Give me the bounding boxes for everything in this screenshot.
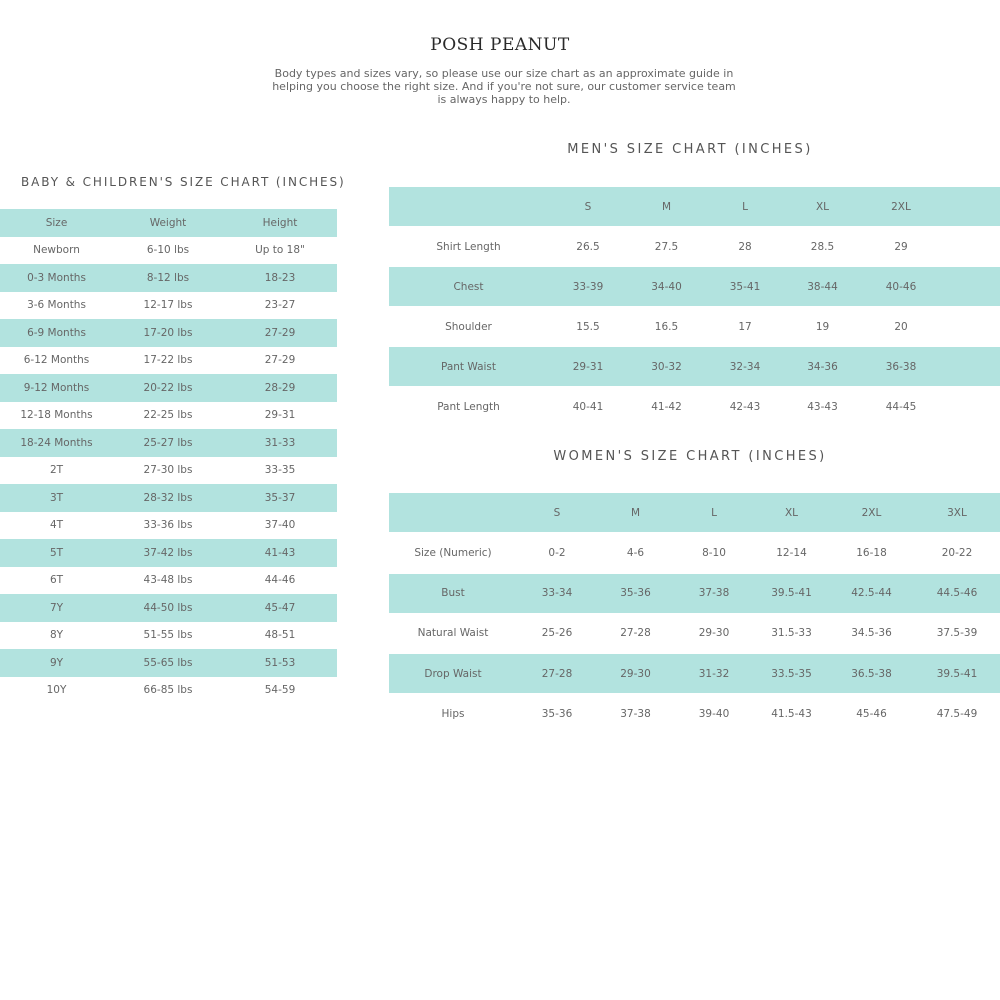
table-cell: 12-14	[776, 546, 807, 559]
table-cell: 42-43	[729, 400, 761, 413]
table-row	[0, 374, 337, 402]
table-cell: 30-32	[628, 347, 705, 386]
table-cell: 0-2	[548, 546, 566, 559]
table-cell: 33-36 lbs	[143, 519, 193, 532]
table-cell: 18-24 Months	[0, 429, 113, 457]
table-cell: L	[674, 493, 754, 532]
table-row	[0, 622, 337, 650]
table-cell: 17-22 lbs	[143, 354, 193, 367]
table-cell: 28	[738, 240, 752, 253]
table-cell: Hips	[441, 707, 465, 720]
table-cell: 27-30 lbs	[143, 464, 193, 477]
table-cell: 42.5-44	[829, 574, 914, 613]
table-cell: 27-28	[517, 654, 597, 693]
table-cell: 41-42	[651, 400, 682, 413]
table-cell: 33-35	[264, 464, 296, 477]
men-size-table	[389, 187, 1000, 427]
table-cell: 3-6 Months	[27, 299, 86, 312]
table-cell: 26.5	[576, 240, 600, 253]
table-cell: 3XL	[914, 493, 1000, 532]
table-row	[389, 267, 1000, 306]
table-cell: Pant Length	[437, 400, 500, 413]
table-cell: 36-38	[860, 347, 942, 386]
table-cell: S	[517, 493, 597, 532]
table-cell: 22-25 lbs	[143, 409, 193, 422]
table-cell: 29	[894, 240, 908, 253]
table-cell: 47.5-49	[936, 707, 978, 720]
table-row	[0, 512, 337, 540]
table-cell: 25-27 lbs	[113, 429, 223, 457]
table-cell: 66-85 lbs	[143, 684, 193, 697]
women-size-table	[389, 493, 1000, 735]
table-row	[0, 677, 337, 705]
table-header-row	[389, 493, 1000, 532]
table-row	[389, 613, 1000, 655]
table-cell: 43-43	[807, 400, 838, 413]
table-cell: 37-40	[264, 519, 296, 532]
intro-paragraph: Body types and sizes vary, so please use our size chart as an approximate guide in helping you choose the right size. And if you're not sure, our customer service team is always happy to help.	[272, 67, 736, 106]
table-cell: 39.5-41	[754, 574, 829, 613]
table-row	[0, 402, 337, 430]
table-row	[0, 457, 337, 485]
table-cell: 39.5-41	[914, 654, 1000, 693]
table-row	[0, 594, 337, 622]
table-cell	[942, 306, 1000, 347]
table-cell: 35-37	[223, 484, 337, 512]
table-cell: 23-27	[264, 299, 296, 312]
table-cell	[389, 493, 517, 532]
table-row	[389, 532, 1000, 574]
table-cell: 15.5	[576, 320, 600, 333]
table-row	[389, 347, 1000, 386]
table-header-row	[0, 209, 337, 237]
table-cell: 5T	[0, 539, 113, 567]
table-cell: 40-41	[572, 400, 604, 413]
table-header-row	[389, 187, 1000, 226]
table-cell: Chest	[389, 267, 548, 306]
table-row	[0, 567, 337, 595]
table-cell: 27-29	[264, 354, 296, 367]
table-cell: L	[705, 187, 785, 226]
table-cell: 33-34	[517, 574, 597, 613]
table-cell: 2XL	[829, 493, 914, 532]
table-row	[0, 264, 337, 292]
table-cell: Height	[223, 209, 337, 237]
table-cell: 55-65 lbs	[113, 649, 223, 677]
table-cell: 34-36	[785, 347, 860, 386]
table-cell: 9-12 Months	[0, 374, 113, 402]
table-cell: 27-29	[223, 319, 337, 347]
table-row	[0, 319, 337, 347]
kids-size-table	[0, 209, 337, 704]
table-cell: 35-36	[541, 707, 573, 720]
table-cell: Size	[0, 209, 113, 237]
table-cell: 16.5	[654, 320, 679, 333]
table-cell: 2XL	[860, 187, 942, 226]
table-cell: Bust	[389, 574, 517, 613]
table-row	[0, 429, 337, 457]
table-cell: 6-12 Months	[23, 354, 90, 367]
table-row	[389, 574, 1000, 613]
table-cell: 37.5-39	[936, 627, 978, 640]
table-cell: 12-17 lbs	[143, 299, 193, 312]
table-cell: 31-33	[223, 429, 337, 457]
table-cell	[942, 187, 1000, 226]
table-cell: 29-31	[548, 347, 628, 386]
table-cell: 3T	[0, 484, 113, 512]
table-cell: 40-46	[860, 267, 942, 306]
table-cell: 19	[815, 320, 830, 333]
table-cell: 28.5	[810, 240, 835, 253]
table-cell: 54-59	[264, 684, 296, 697]
table-cell	[389, 187, 548, 226]
table-cell: 41-43	[223, 539, 337, 567]
table-cell: 35-36	[597, 574, 674, 613]
table-cell: 20-22	[941, 546, 973, 559]
table-cell: S	[548, 187, 628, 226]
table-cell: Weight	[113, 209, 223, 237]
table-cell: 44-50 lbs	[113, 594, 223, 622]
table-cell: 45-46	[856, 707, 887, 720]
table-cell: XL	[785, 187, 860, 226]
table-cell: 12-18 Months	[20, 409, 93, 422]
table-cell: 44-46	[264, 574, 296, 587]
kids-chart-title: BABY & CHILDREN'S SIZE CHART (INCHES)	[21, 175, 346, 189]
table-cell: 37-38	[674, 574, 754, 613]
table-cell: Shoulder	[445, 320, 492, 333]
table-cell: 33.5-35	[754, 654, 829, 693]
table-cell: 4T	[49, 519, 64, 532]
table-cell: Newborn	[33, 244, 80, 257]
table-cell: 51-53	[223, 649, 337, 677]
table-cell: 17-20 lbs	[113, 319, 223, 347]
table-cell: 38-44	[785, 267, 860, 306]
table-cell: 10Y	[46, 684, 67, 697]
table-cell: 31-32	[674, 654, 754, 693]
table-cell: 17	[738, 320, 752, 333]
table-cell: 39-40	[698, 707, 730, 720]
table-cell: 28-29	[223, 374, 337, 402]
table-cell: 31.5-33	[771, 627, 812, 640]
table-row	[0, 237, 337, 265]
women-chart-title: WOMEN'S SIZE CHART (INCHES)	[553, 449, 827, 464]
men-chart-title: MEN'S SIZE CHART (INCHES)	[567, 142, 813, 157]
table-cell: 51-55 lbs	[143, 629, 193, 642]
table-cell: 34-40	[628, 267, 705, 306]
table-cell: 4-6	[626, 546, 645, 559]
table-cell: 37-42 lbs	[113, 539, 223, 567]
table-row	[0, 649, 337, 677]
table-cell: 6-9 Months	[0, 319, 113, 347]
table-cell	[942, 226, 1000, 267]
table-cell: 18-23	[223, 264, 337, 292]
table-cell: 41.5-43	[771, 707, 812, 720]
table-cell: 6-10 lbs	[146, 244, 190, 257]
table-cell: 44-45	[885, 400, 917, 413]
table-cell: XL	[754, 493, 829, 532]
table-cell: 8Y	[49, 629, 64, 642]
table-cell: 7Y	[0, 594, 113, 622]
table-row	[389, 386, 1000, 427]
table-row	[389, 654, 1000, 693]
table-row	[0, 484, 337, 512]
table-row	[389, 306, 1000, 347]
table-row	[0, 347, 337, 375]
table-cell	[942, 386, 1000, 427]
table-cell: 35-41	[705, 267, 785, 306]
table-cell: 2T	[49, 464, 64, 477]
table-cell: 45-47	[223, 594, 337, 622]
table-cell: 20	[894, 320, 908, 333]
table-cell: 20-22 lbs	[113, 374, 223, 402]
table-cell: 29-31	[264, 409, 296, 422]
table-cell	[942, 347, 1000, 386]
table-cell: Drop Waist	[389, 654, 517, 693]
table-cell: 16-18	[856, 546, 887, 559]
table-cell: 27-28	[620, 627, 651, 640]
table-cell: 34.5-36	[851, 627, 892, 640]
table-cell: 44.5-46	[914, 574, 1000, 613]
table-cell: 37-38	[620, 707, 651, 720]
table-cell: 33-39	[548, 267, 628, 306]
table-cell: 32-34	[705, 347, 785, 386]
table-cell: 25-26	[541, 627, 573, 640]
table-cell: 0-3 Months	[0, 264, 113, 292]
table-cell: 36.5-38	[829, 654, 914, 693]
table-row	[389, 226, 1000, 267]
table-cell	[942, 267, 1000, 306]
table-cell: Size (Numeric)	[414, 546, 492, 559]
table-cell: 29-30	[698, 627, 730, 640]
table-cell: 8-12 lbs	[113, 264, 223, 292]
table-cell: 6T	[49, 574, 64, 587]
table-cell: Natural Waist	[417, 627, 489, 640]
table-cell: M	[628, 187, 705, 226]
table-cell: Shirt Length	[436, 240, 501, 253]
brand-logo-text: POSH PEANUT	[430, 35, 570, 55]
table-cell: 43-48 lbs	[143, 574, 193, 587]
table-cell: 27.5	[654, 240, 679, 253]
table-cell: Pant Waist	[389, 347, 548, 386]
table-cell: 28-32 lbs	[113, 484, 223, 512]
table-cell: M	[597, 493, 674, 532]
table-cell: 9Y	[0, 649, 113, 677]
table-row	[0, 292, 337, 320]
table-cell: 8-10	[702, 546, 726, 559]
table-cell: 29-30	[597, 654, 674, 693]
table-row	[0, 539, 337, 567]
table-cell: 48-51	[264, 629, 296, 642]
table-row	[389, 693, 1000, 735]
table-cell: Up to 18"	[255, 244, 305, 257]
